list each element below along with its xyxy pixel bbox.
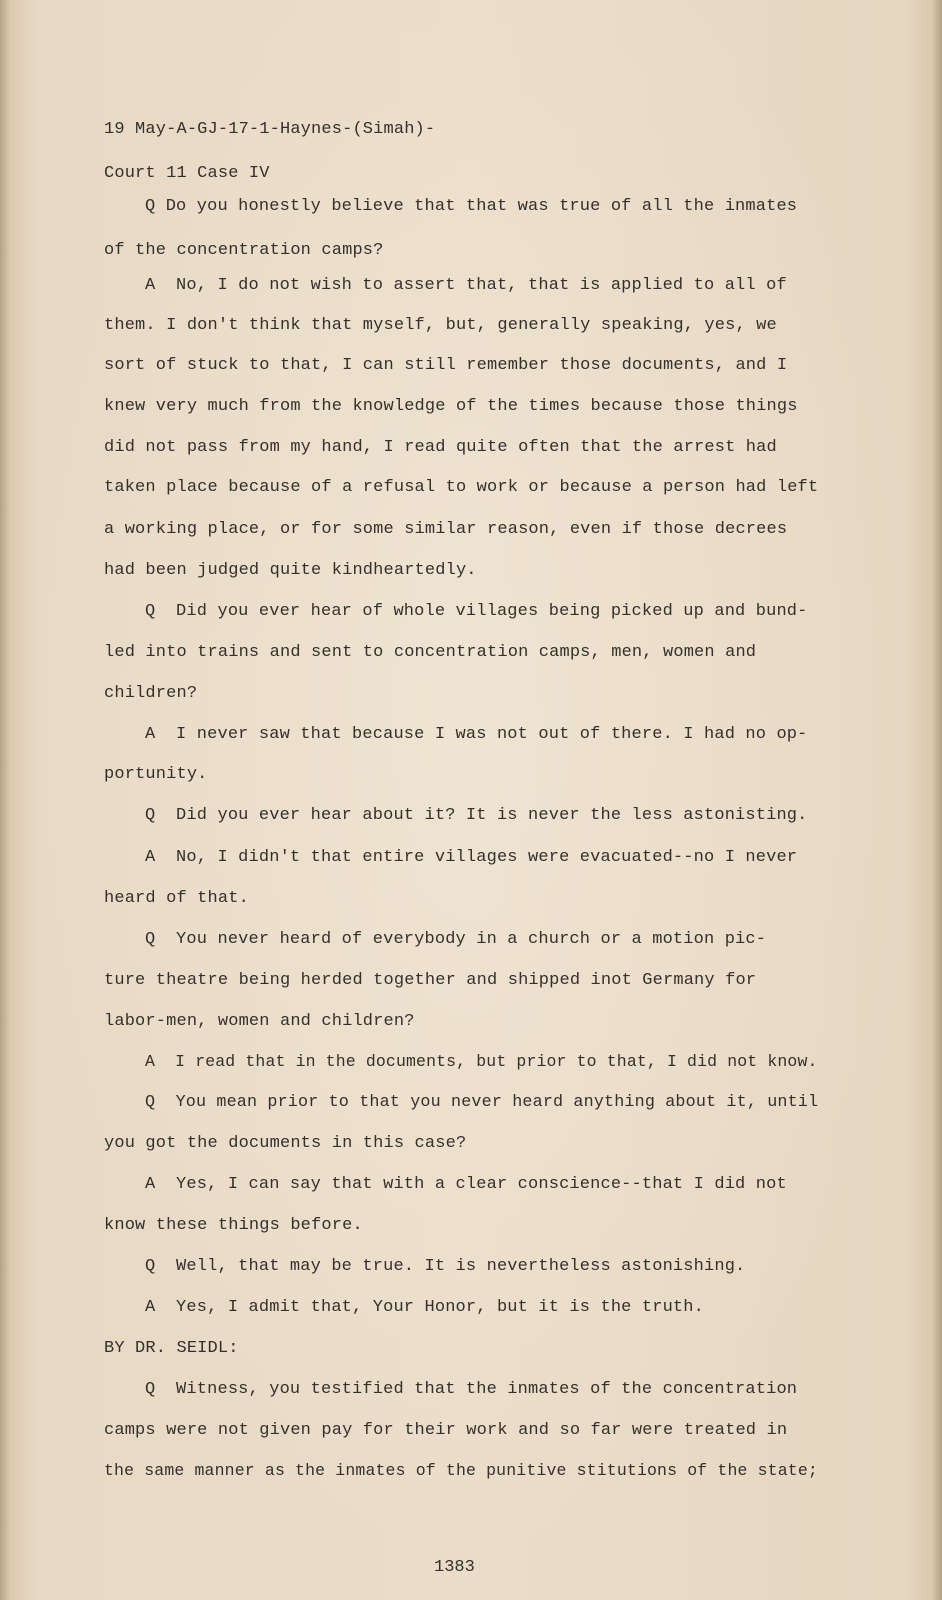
transcript-line: A I never saw that because I was not out of there. I had no op-	[145, 725, 808, 744]
transcript-line: Q Did you ever hear of whole villages being picked up and bund-	[145, 602, 808, 621]
transcript-line: them. I don't think that myself, but, generally speaking, yes, we	[104, 316, 777, 335]
transcript-line: portunity.	[104, 765, 208, 784]
transcript-line: Q You mean prior to that you never heard anything about it, until	[145, 1093, 819, 1112]
transcript-line: A No, I do not wish to assert that, that is applied to all of	[145, 276, 787, 295]
transcript-line: A Yes, I can say that with a clear conscience--that I did not	[145, 1175, 787, 1194]
transcript-line: A I read that in the documents, but prior to that, I did not know.	[145, 1053, 818, 1072]
transcript-line: ture theatre being herded together and shipped inot Germany for	[104, 971, 757, 990]
header-line: Court 11 Case IV	[104, 164, 270, 183]
transcript-line: you got the documents in this case?	[104, 1134, 467, 1153]
transcript-line: a working place, or for some similar reason, even if those decrees	[104, 520, 788, 539]
transcript-line: the same manner as the inmates of the punitive stitutions of the state;	[104, 1462, 818, 1481]
transcript-line: camps were not given pay for their work and so far were treated in	[104, 1421, 788, 1440]
transcript-line: taken place because of a refusal to work or because a person had left	[104, 478, 819, 497]
transcript-line: did not pass from my hand, I read quite often that the arrest had	[104, 438, 777, 457]
page-right-edge	[932, 0, 942, 1600]
transcript-line: BY DR. SEIDL:	[104, 1339, 239, 1358]
page-number: 1383	[434, 1558, 475, 1577]
transcript-line: Q Witness, you testified that the inmates of the concentration	[145, 1380, 798, 1399]
transcript-line: children?	[104, 684, 198, 703]
transcript-line: had been judged quite kindheartedly.	[104, 561, 477, 580]
transcript-line: of the concentration camps?	[104, 241, 384, 260]
transcript-line: labor-men, women and children?	[104, 1012, 415, 1031]
transcript-line: Q Do you honestly believe that that was true of all the inmates	[145, 197, 798, 216]
transcript-line: Q Did you ever hear about it? It is never the less astonisting.	[145, 806, 808, 825]
transcript-line: led into trains and sent to concentration camps, men, women and	[104, 643, 757, 662]
transcript-line: Q You never heard of everybody in a church or a motion pic-	[145, 930, 767, 949]
page-left-edge	[0, 0, 10, 1600]
transcript-line: A Yes, I admit that, Your Honor, but it is the truth.	[145, 1298, 704, 1317]
transcript-line: sort of stuck to that, I can still remember those documents, and I	[104, 356, 788, 375]
transcript-line: heard of that.	[104, 889, 249, 908]
transcript-line: knew very much from the knowledge of the times because those things	[104, 397, 798, 416]
header-line: 19 May-A-GJ-17-1-Haynes-(Simah)-	[104, 120, 436, 139]
transcript-line: Q Well, that may be true. It is nevertheless astonishing.	[145, 1257, 746, 1276]
transcript-line: A No, I didn't that entire villages were evacuated--no I never	[145, 848, 798, 867]
transcript-line: know these things before.	[104, 1216, 363, 1235]
